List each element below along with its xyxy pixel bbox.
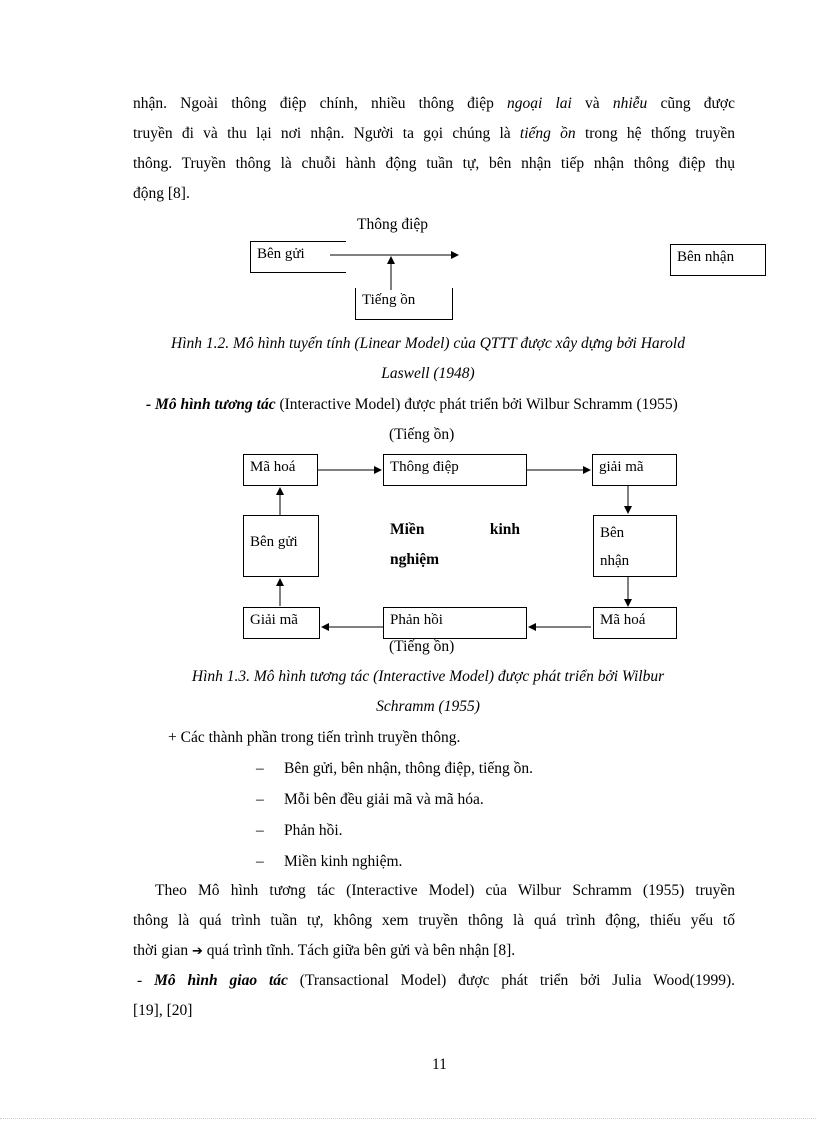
transactional-model-line [137, 971, 735, 991]
right-arrow-icon: ➔ [192, 944, 203, 959]
list-dash: – [256, 822, 264, 839]
interactive-model-line [146, 395, 678, 415]
paragraph-2-line-3 [133, 941, 515, 962]
transactional-model-term: Mô hình giao tác [154, 972, 288, 989]
page-number: 11 [432, 1056, 447, 1073]
interactive-model-term: - Mô hình tương tác [146, 396, 276, 413]
text-run: và [571, 95, 613, 112]
experience-field-label [390, 515, 520, 575]
figure-1-3-caption-line-1: Hình 1.3. Mô hình tương tác (Interactive Model) được phát triển bởi Wilbur [191, 668, 665, 685]
figure-1-2-caption-line-1: Hình 1.2. Mô hình tuyến tính (Linear Model) của QTTT được xây dựng bởi Harold [171, 335, 685, 352]
text-run: (Transactional Model) được phát triển bởi Julia Wood(1999). [287, 972, 736, 989]
box-decode-right-label: giải mã [599, 459, 644, 475]
paragraph-1-line-3: thông. Truyền thông là chuỗi hành động tuần tự, bên nhận tiếp nhận thông điệp thụ [133, 155, 735, 172]
experience-word: kinh [489, 521, 520, 538]
diagram1-message-label: Thông điệp [357, 216, 429, 233]
box-encode-right-label: Mã hoá [600, 612, 646, 628]
list-item: Miền kinh nghiệm. [284, 853, 403, 870]
list-dash: – [256, 853, 264, 870]
box-encode-left-label: Mã hoá [250, 459, 296, 475]
box-feedback [383, 607, 527, 639]
box-encode-left [243, 454, 318, 486]
box-receiver [593, 515, 677, 577]
box-decode-right [592, 454, 677, 486]
paragraph-2-line-2: thông là quá trình tuần tự, không xem truyền thông là quá trình động, thiếu yếu tố [133, 912, 735, 929]
italic-term-nhieu: nhiễu [612, 95, 648, 112]
experience-field-line-1 [390, 515, 520, 545]
paragraph-2-line-1: Theo Mô hình tương tác (Interactive Model) của Wilbur Schramm (1955) truyền [155, 882, 735, 899]
italic-term-tieng-on: tiếng ồn [519, 125, 576, 142]
diagram1-noise-label: Tiếng ồn [362, 292, 416, 308]
box-decode-left-label: Giải mã [250, 612, 298, 628]
list-item: Phản hồi. [284, 822, 343, 839]
components-heading: + Các thành phần trong tiến trình truyền thông. [168, 729, 461, 746]
box-message [383, 454, 527, 486]
figure-1-2-caption-line-2: Laswell (1948) [381, 365, 475, 382]
experience-word: Miền [390, 521, 425, 538]
diagram2-noise-top: (Tiếng ồn) [389, 426, 455, 443]
box-decode-left [243, 607, 320, 639]
box-receiver-label-2: nhận [600, 553, 630, 569]
text-run: - [137, 972, 155, 989]
diagram2-noise-bottom: (Tiếng ồn) [389, 638, 455, 655]
italic-term-ngoai-lai: ngoại lai [507, 95, 572, 112]
list-item: Mỗi bên đều giải mã và mã hóa. [284, 791, 484, 808]
text-run: nhận. Ngoài thông điệp chính, nhiều thông điệp [133, 95, 508, 112]
figure-1-3-caption-line-2: Schramm (1955) [376, 698, 480, 715]
text-run: quá trình tĩnh. Tách giữa bên gửi và bên nhận [8]. [202, 942, 516, 959]
box-receiver-label-1: Bên [600, 525, 625, 541]
text-run: thời gian [133, 942, 192, 959]
page-bottom-rule [0, 1118, 816, 1119]
paragraph-1-line-4: động [8]. [133, 185, 190, 202]
list-dash: – [256, 760, 264, 777]
list-dash: – [256, 791, 264, 808]
box-sender [243, 515, 319, 577]
list-item: Bên gửi, bên nhận, thông điệp, tiếng ồn. [284, 760, 534, 777]
text-run: truyền đi và thu lại nơi nhận. Người ta gọi chúng là [133, 125, 520, 142]
experience-field-line-2: nghiệm [390, 551, 440, 568]
text-run: trong hệ thống truyền [575, 125, 735, 142]
transactional-model-refs: [19], [20] [133, 1002, 193, 1019]
box-message-label: Thông điệp [390, 459, 459, 475]
box-encode-right [593, 607, 677, 639]
text-run: cũng được [647, 95, 735, 112]
box-feedback-label: Phản hồi [390, 612, 443, 628]
diagram1-receiver-label: Bên nhận [677, 249, 735, 265]
box-sender-label: Bên gửi [250, 534, 298, 550]
text-run: (Interactive Model) được phát triển bởi Wilbur Schramm (1955) [275, 396, 678, 413]
diagram1-sender-label: Bên gửi [257, 246, 305, 262]
